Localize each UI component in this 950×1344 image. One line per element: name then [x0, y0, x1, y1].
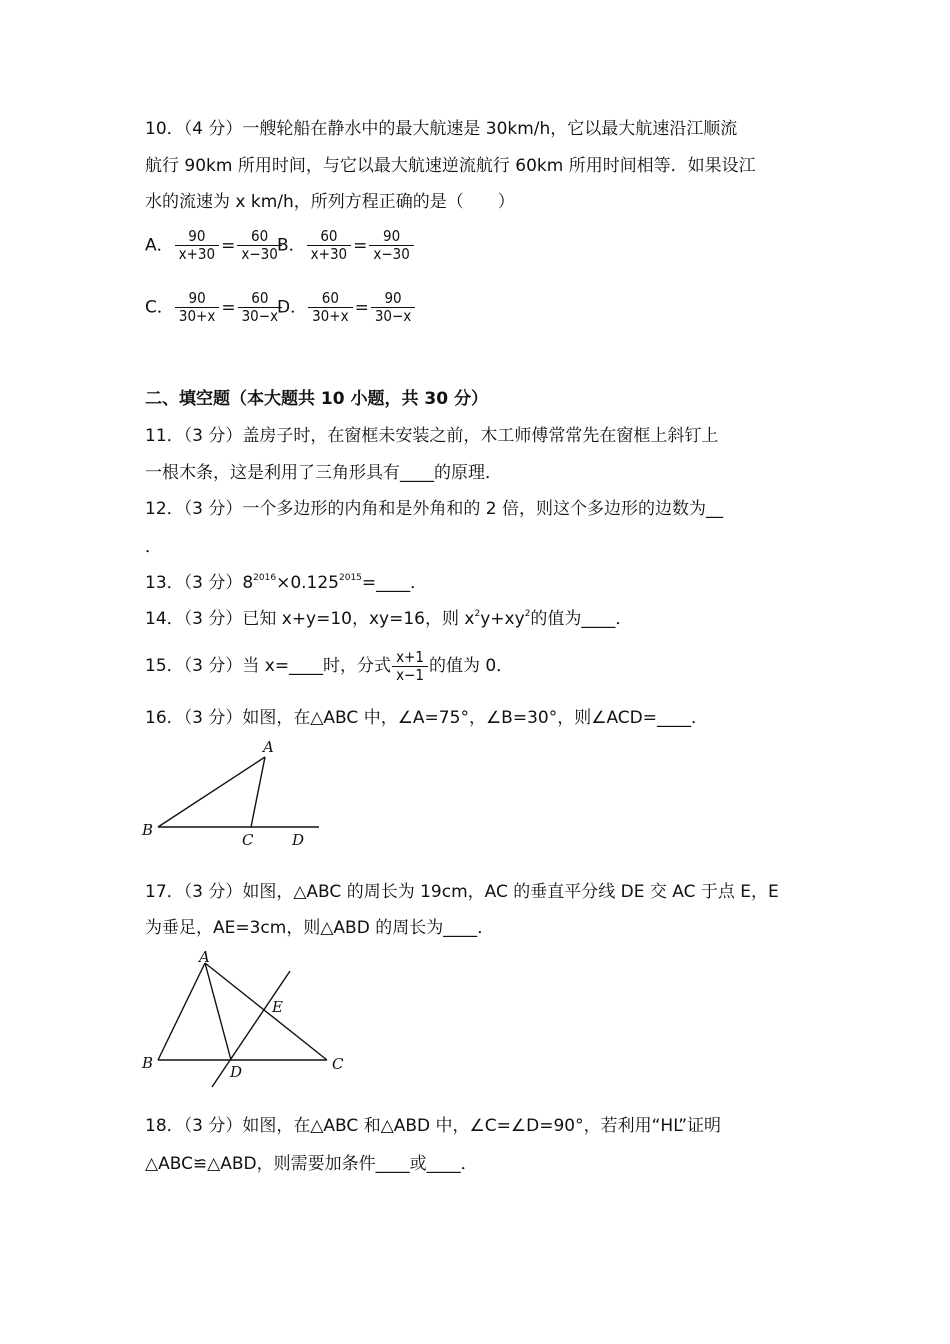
fig16-label-b: B	[142, 821, 154, 839]
fig17-line-ad	[205, 963, 231, 1060]
fig16-label-d: D	[292, 831, 305, 849]
q12-line2: ．	[145, 537, 162, 557]
option-d-frac1: $\frac{60}{30+x}$	[308, 290, 352, 325]
option-d-frac2: $\frac{90}{30-x}$	[371, 290, 415, 325]
q17-line1: 17．（3 分）如图，△ABC 的周长为 19cm，AC 的垂直平分线 DE 交 AC 于点 E，E	[145, 882, 779, 902]
q10-line3: 水的流速为 x km/h，所列方程正确的是（ ）	[145, 192, 515, 212]
option-b-frac2: $\frac{90}{x-30}$	[369, 228, 413, 263]
option-b-label: B．	[277, 235, 306, 256]
fig17-label-a: A	[199, 948, 210, 966]
q14: 14．（3 分）已知 x+y=10，xy=16，则 $x^2y+xy^2$的值为____．	[145, 609, 633, 629]
fig17-line-ba	[158, 963, 205, 1060]
option-c-label: C．	[145, 297, 174, 318]
option-a-frac2: $\frac{60}{x-30}$	[237, 228, 281, 263]
fig16-line-ba	[158, 757, 265, 827]
fig17-label-d: D	[230, 1063, 243, 1081]
q16-triangle-figure	[138, 738, 328, 850]
q12-line1: 12．（3 分）一个多边形的内角和是外角和的 2 倍，则这个多边形的边数为__	[145, 499, 723, 519]
option-c-frac1: $\frac{90}{30+x}$	[175, 290, 219, 325]
q18-line1: 18．（3 分）如图，在△ABC 和△ABD 中，∠C=∠D=90°，若利用“HL”证明	[145, 1116, 722, 1136]
option-a-label: A．	[145, 235, 174, 256]
fig17-label-c: C	[332, 1055, 344, 1073]
q17-triangle-figure	[138, 945, 353, 1095]
option-c-frac2: $\frac{60}{30-x}$	[238, 290, 282, 325]
option-b-frac1: $\frac{60}{x+30}$	[307, 228, 351, 263]
q10-line2: 航行 90km 所用时间，与它以最大航速逆流航行 60km 所用时间相等．如果设江	[145, 156, 756, 176]
q15: 15．（3 分）当 x=____时，分式 $\frac{x+1}{x-1}$ 的值为 0．	[145, 647, 514, 684]
option-a-frac1: $\frac{90}{x+30}$	[175, 228, 219, 263]
fig17-label-b: B	[142, 1054, 154, 1072]
fig16-line-ac	[251, 757, 265, 827]
q11-line2: 一根木条，这是利用了三角形具有____的原理．	[145, 463, 502, 483]
q10-option-b: B． $\frac{60}{x+30}$ = $\frac{90}{x-30}$	[277, 228, 415, 263]
q17-line2: 为垂足，AE=3cm，则△ABD 的周长为____．	[145, 918, 495, 938]
section-title: 二、填空题（本大题共 10 小题，共 30 分）	[145, 389, 488, 409]
q13: 13．（3 分）$8^{2016}\times 0.125^{2015}=\_\_\_\_$．	[145, 573, 428, 593]
q15-fraction: $\frac{x+1}{x-1}$	[392, 649, 428, 684]
fig16-label-a: A	[263, 738, 274, 756]
q10-option-a: A． $\frac{90}{x+30}$ = $\frac{60}{x-30}$	[145, 228, 283, 263]
q11-line1: 11．（3 分）盖房子时，在窗框未安装之前，木工师傅常常先在窗框上斜钉上	[145, 426, 719, 446]
q10-option-d: D． $\frac{60}{30+x}$ = $\frac{90}{30-x}$	[277, 290, 416, 325]
q10-option-c: C． $\frac{90}{30+x}$ = $\frac{60}{30-x}$	[145, 290, 283, 325]
option-d-label: D．	[277, 297, 308, 318]
fig17-label-e: E	[272, 998, 283, 1016]
fig16-label-c: C	[242, 831, 254, 849]
fig17-line-de	[212, 971, 290, 1087]
fig17-line-ac	[205, 963, 327, 1060]
q18-line2: △ABC≌△ABD，则需要加条件____或____．	[145, 1154, 478, 1174]
q10-line1: 10．（4 分）一艘轮船在静水中的最大航速是 30km/h，它以最大航速沿江顺流	[145, 119, 738, 139]
q16: 16．（3 分）如图，在△ABC 中，∠A=75°，∠B=30°，则∠ACD=____．	[145, 708, 708, 728]
